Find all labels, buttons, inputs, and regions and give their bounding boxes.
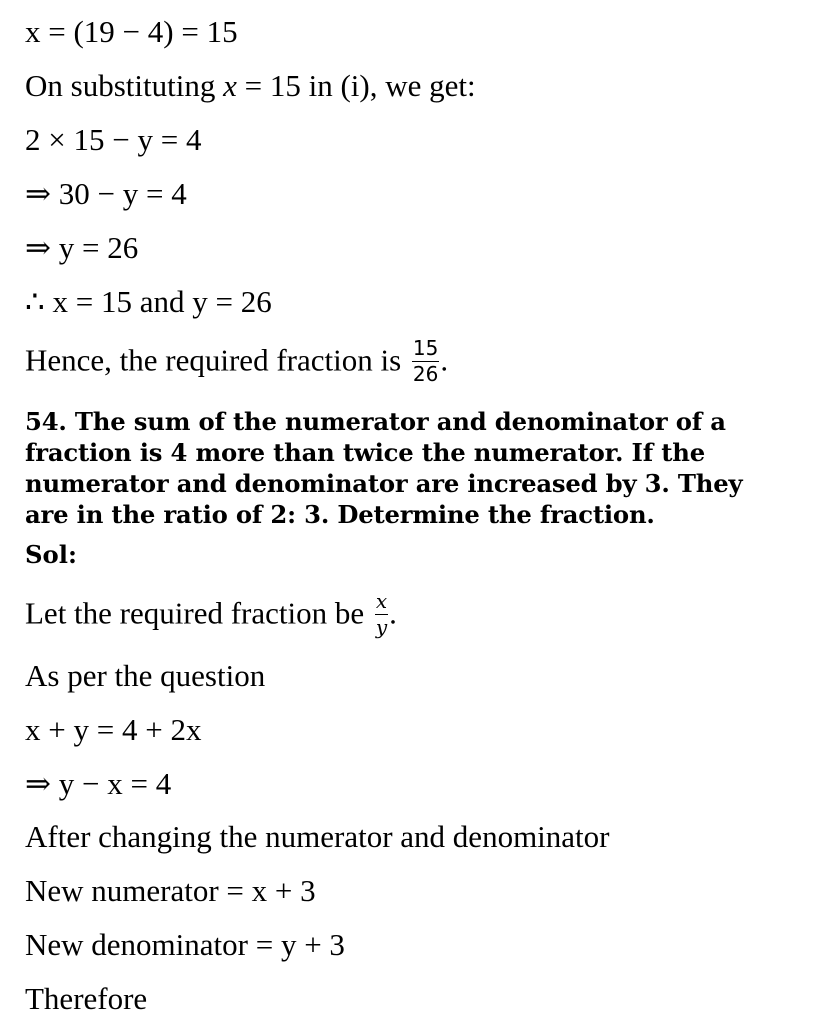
fraction-definition-text: Let the required fraction be	[25, 595, 372, 631]
question-line-2: fraction is 4 more than twice the numerator. If the	[25, 438, 705, 467]
answer-text: Hence, the required fraction is	[25, 342, 409, 378]
equation-substituted: 2 × 15 − y = 4	[25, 122, 202, 157]
answer-line	[25, 336, 449, 387]
substitution-text	[25, 70, 476, 101]
fraction-definition-numerator: x	[375, 589, 388, 613]
equation-step-1: ⇒ 30 − y = 4	[25, 176, 187, 211]
question-54	[25, 406, 805, 530]
equation-y-value: ⇒ y = 26	[25, 230, 139, 265]
new-denominator: New denominator = y + 3	[25, 927, 345, 962]
question-line-4: are in the ratio of 2: 3. Determine the fraction.	[25, 500, 655, 529]
question-line-3: numerator and denominator are increased by 3. They	[25, 469, 743, 498]
substitution-text-start: On substituting	[25, 68, 224, 103]
new-numerator: New numerator = x + 3	[25, 873, 316, 908]
substitution-variable: x	[223, 68, 237, 103]
answer-period: .	[440, 342, 449, 378]
answer-fraction-numerator: 15	[412, 336, 439, 360]
fraction-definition-line	[25, 589, 397, 640]
therefore-text: Therefore	[25, 981, 148, 1016]
equation-difference: ⇒ y − x = 4	[25, 766, 172, 801]
fraction-definition-period: .	[389, 595, 397, 631]
fraction-definition-denominator: y	[375, 615, 388, 639]
question-line-1: 54. The sum of the numerator and denominator of a	[25, 407, 726, 436]
changing-text: After changing the numerator and denominator	[25, 819, 610, 854]
as-per-question: As per the question	[25, 658, 266, 693]
fraction-definition	[375, 591, 388, 638]
substitution-text-end: = 15 in (i), we get:	[236, 68, 476, 103]
answer-fraction	[412, 338, 439, 385]
answer-fraction-denominator: 26	[412, 362, 439, 386]
equation-sum: x + y = 4 + 2x	[25, 712, 202, 747]
equation-x-value: x = (19 − 4) = 15	[25, 14, 238, 49]
equation-conclusion: ∴ x = 15 and y = 26	[25, 284, 272, 319]
solution-label: Sol:	[25, 540, 77, 569]
